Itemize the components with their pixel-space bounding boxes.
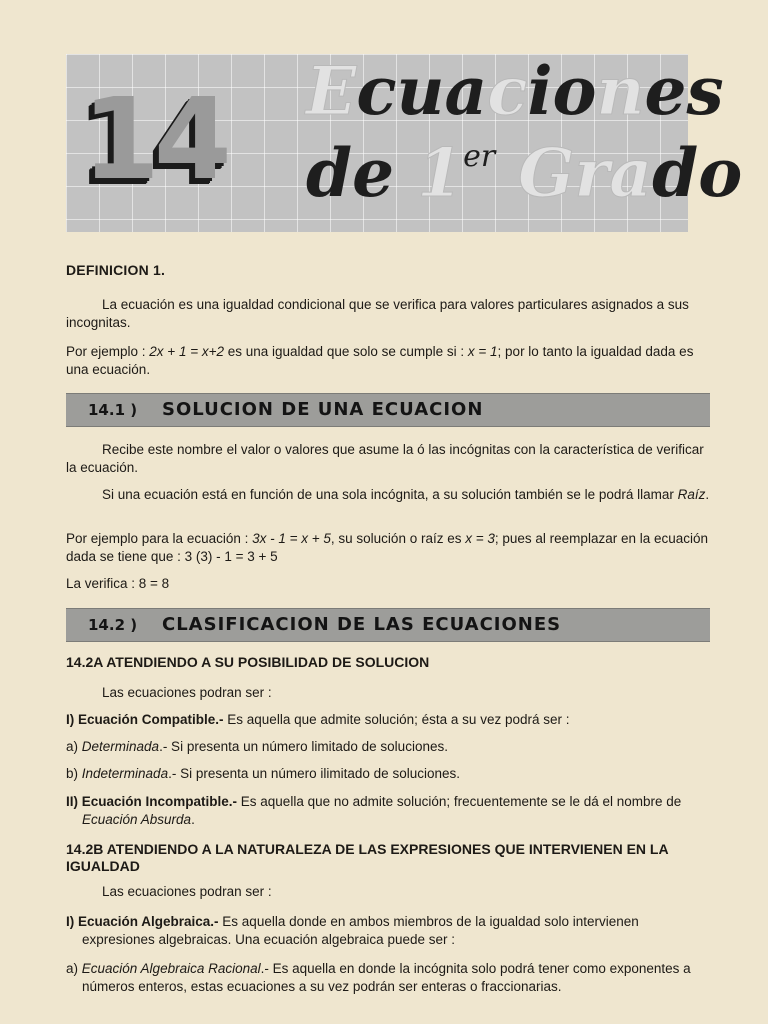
chapter-title-line1: Ecuaciones	[306, 52, 724, 130]
definition-heading: DEFINICION 1.	[66, 262, 166, 278]
chapter-title-line2: de 1er Grado	[306, 134, 743, 212]
list-item-incompatible: II) Ecuación Incompatible.- Es aquella que no admite solución; frecuentemente se le dá el nombre de Ecuación Absurda.	[66, 794, 682, 827]
definition-paragraph: La ecuación es una igualdad condicional que se verifica para valores particulares asignados a sus incognitas.	[66, 297, 689, 330]
list-item-algebraica: I) Ecuación Algebraica.- Es aquella donde en ambos miembros de la igualdad solo intervienen expresiones algebraicas. Una ecuación algebraica puede ser :	[66, 914, 639, 947]
chapter-number: 14	[82, 75, 226, 205]
section-number: 14.2 )	[88, 616, 138, 634]
list-item-compatible: I) Ecuación Compatible.- Es aquella que admite solución; ésta a su vez podrá ser :	[66, 712, 570, 727]
list-item-determinada: a) Determinada.- Si presenta un número limitado de soluciones.	[66, 739, 448, 754]
intro-line: Las ecuaciones podran ser :	[102, 685, 272, 700]
intro-line: Las ecuaciones podran ser :	[102, 884, 272, 899]
section-number: 14.1 )	[88, 401, 138, 419]
list-item-indeterminada: b) Indeterminada.- Si presenta un número ilimitado de soluciones.	[66, 766, 460, 781]
chapter-banner	[66, 52, 743, 232]
section-title: SOLUCION DE UNA ECUACION	[162, 399, 484, 420]
section-bar-14-2	[66, 608, 710, 642]
subsection-heading-14-2b: 14.2B ATENDIENDO A LA NATURALEZA DE LAS EXPRESIONES QUE INTERVIENEN EN LA IGUALDAD	[66, 841, 669, 874]
solution-example: Por ejemplo para la ecuación : 3x - 1 = x + 5, su solución o raíz es x = 3; pues al reemplazar en la ecuación dada se tiene que : 3 (3) - 1 = 3 + 5	[66, 531, 709, 564]
verification-line: La verifica : 8 = 8	[66, 576, 170, 591]
section-title: CLASIFICACION DE LAS ECUACIONES	[162, 614, 562, 635]
solution-paragraph: Recibe este nombre el valor o valores que asume la ó las incógnitas con la característica de verificar la ecuación.	[66, 442, 704, 475]
definition-example: Por ejemplo : 2x + 1 = x+2 es una igualdad que solo se cumple si : x = 1; por lo tanto la igualdad dada es una ecuación.	[66, 344, 694, 377]
root-paragraph: Si una ecuación está en función de una sola incógnita, a su solución también se le podrá llamar Raíz.	[102, 487, 710, 502]
section-bar-14-1	[66, 393, 710, 427]
subsection-heading-14-2a: 14.2A ATENDIENDO A SU POSIBILIDAD DE SOLUCION	[66, 654, 430, 670]
list-item-racional: a) Ecuación Algebraica Racional.- Es aquella en donde la incógnita solo podrá tener como exponentes a números enteros, estas ecuaciones a su vez podrán ser enteras o fraccionarias.	[66, 961, 691, 994]
